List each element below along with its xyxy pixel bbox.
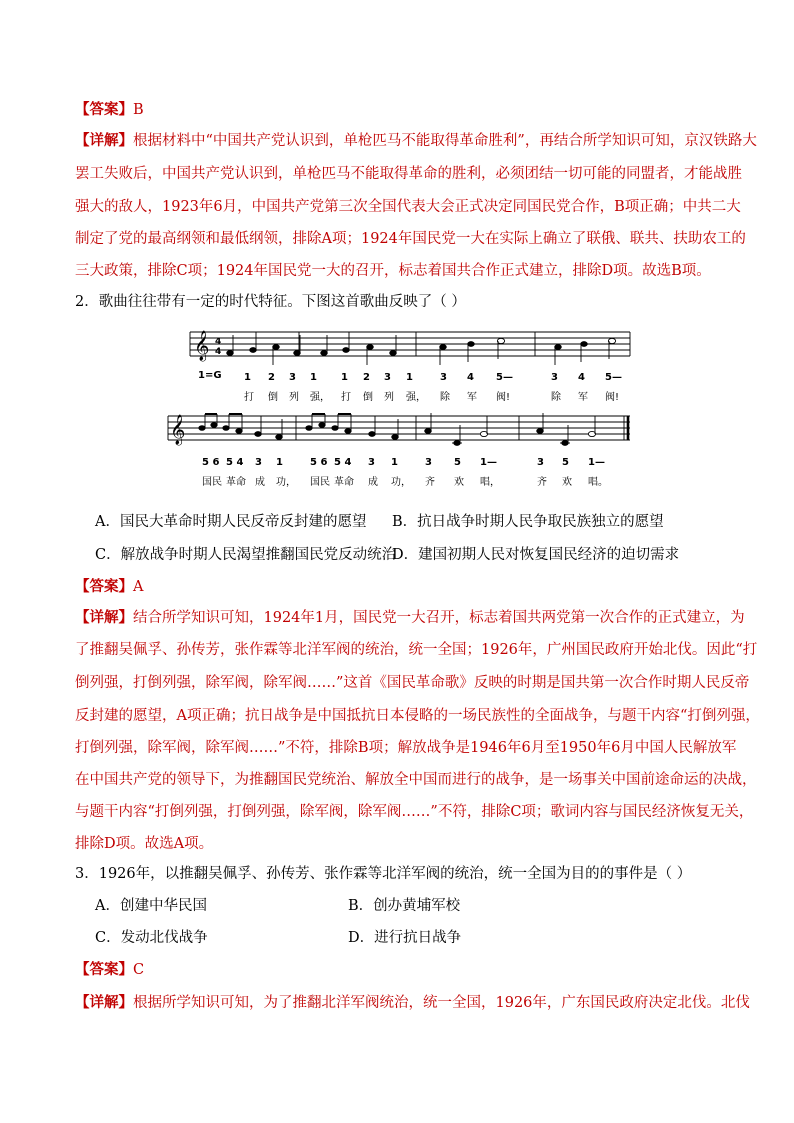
lyric-char: 打 (244, 392, 254, 403)
notes-row-1 (227, 332, 616, 365)
lyric-char: 欢 (562, 477, 572, 488)
lyric-char: 齐 (425, 477, 435, 488)
lyric-char: 军 (467, 392, 477, 403)
lyric-char: 功， (391, 477, 411, 488)
q1-detail-line: 制定了党的最高纲领和最低纲领，排除A项；1924年国民党一大在实际上确立了联俄、联共、扶助农工的 (75, 231, 746, 247)
jianpu-note: 3 (440, 372, 447, 383)
jianpu-note: 3 (368, 457, 375, 468)
q2-detail-line: 在中国共产党的领导下，为推翻国民党统治、解放全中国而进行的战争，是一场事关中国前途命运的决战， (75, 772, 757, 788)
jianpu-note: 5 4 (334, 457, 352, 468)
lyric-char: 打 (341, 392, 351, 403)
answer-tag: 【答案】 (75, 101, 133, 118)
detail-text: 根据材料中“中国共产党认识到，单枪匹马不能取得革命胜利”，再结合所学知识可知，京汉铁路大 (133, 133, 757, 149)
answer-tag: 【答案】 (75, 578, 133, 595)
q3-option-a: A．创建中华民国 (95, 898, 207, 914)
lyric-char: 列 (289, 392, 299, 403)
lyric-char: 阀! (496, 392, 511, 403)
jianpu-note: 5— (605, 372, 622, 383)
jianpu-note: 1 (310, 372, 317, 383)
q2-stem: 2．歌曲往往带有一定的时代特征。下图这首歌曲反映了（ ） (75, 294, 466, 310)
lyric-char: 成 (255, 477, 265, 488)
lyrics-row-2 (202, 475, 608, 488)
lyric-char: 强， (310, 392, 330, 403)
lyric-char: 革命 (226, 477, 246, 488)
lyric-char: 列 (384, 392, 394, 403)
q2-answer-line (75, 577, 725, 597)
lyric-char: 强， (406, 392, 426, 403)
jianpu-note: 3 (384, 372, 391, 383)
q2-detail-line: 倒列强，打倒列强，除军阀，除军阀……”这首《国民革命歌》反映的时期是国共第一次合作时期人民反帝 (75, 675, 750, 691)
detail-tag: 【详解】 (75, 132, 133, 149)
jianpu-note: 1— (480, 457, 497, 468)
detail-tag: 【详解】 (75, 609, 133, 626)
lyric-char: 齐 (537, 477, 547, 488)
q2-option-d: D．建国初期人民对恢复国民经济的迫切需求 (392, 547, 680, 563)
jianpu-note: 3 (255, 457, 262, 468)
q1-detail-line (75, 131, 757, 151)
lyric-char: 唱。 (588, 477, 608, 488)
jianpu-note: 3 (551, 372, 558, 383)
q3-option-b: B．创办黄埔军校 (348, 898, 461, 914)
treble-clef-icon: 𝄞 (194, 331, 210, 361)
jianpu-note: 5 4 (226, 457, 244, 468)
key-signature: 1=G (198, 370, 222, 381)
jianpu-note: 3 (537, 457, 544, 468)
lyric-char: 除 (440, 392, 450, 403)
q2-detail-line: 反封建的愿望，A项正确；抗日战争是中国抵抗日本侵略的一场民族性的全面战争，与题干内容“打倒列强， (75, 708, 760, 724)
q1-detail-line: 三大政策，排除C项；1924年国民党一大的召开，标志着国共合作正式建立，排除D项。故选B项。 (75, 263, 711, 279)
jianpu-note: 1 (244, 372, 251, 383)
jianpu-row-2 (202, 457, 605, 468)
jianpu-note: 5 (562, 457, 569, 468)
answer-value: C (133, 962, 145, 978)
time-signature: 4 (215, 347, 222, 357)
q2-detail-line (75, 608, 745, 628)
q2-detail-line: 排除D项。故选A项。 (75, 836, 214, 852)
q2-detail-line: 与题干内容“打倒列强，打倒列强，除军阀，除军阀……”不符，排除C项；歌词内容与国民经济恢复无关， (75, 804, 754, 820)
lyric-char: 唱， (480, 477, 500, 488)
q3-option-c: C．发动北伐战争 (95, 930, 208, 946)
q2-option-a: A．国民大革命时期人民反帝反封建的愿望 (95, 514, 367, 530)
jianpu-note: 2 (268, 372, 275, 383)
lyrics-row-1 (244, 390, 619, 403)
q1-detail-line: 罢工失败后，中国共产党认识到，单枪匹马不能取得革命的胜利，必须团结一切可能的同盟者，才能战胜 (75, 166, 742, 182)
q2-option-b: B．抗日战争时期人民争取民族独立的愿望 (392, 514, 664, 530)
lyric-char: 除 (551, 392, 561, 403)
treble-clef-icon: 𝄞 (170, 415, 186, 445)
q3-answer-line (75, 960, 725, 980)
answer-value: B (133, 102, 144, 118)
lyric-char: 功， (276, 477, 296, 488)
answer-tag: 【答案】 (75, 961, 133, 978)
music-score (160, 322, 635, 497)
lyric-char: 倒 (363, 392, 373, 403)
jianpu-note: 1 (341, 372, 348, 383)
jianpu-note: 3 (289, 372, 296, 383)
q3-detail-line (75, 993, 750, 1013)
jianpu-note: 5 6 (202, 457, 220, 468)
q2-detail-line: 打倒列强，除军阀，除军阀……”不符，排除B项；解放战争是1946年6月至1950年6月中国人民解放军 (75, 740, 737, 756)
q2-option-c: C．解放战争时期人民渴望推翻国民党反动统治 (95, 547, 397, 563)
jianpu-row-1 (244, 372, 622, 383)
lyric-char: 倒 (268, 392, 278, 403)
detail-tag: 【详解】 (75, 994, 133, 1011)
lyric-char: 成 (368, 477, 378, 488)
jianpu-note: 1— (588, 457, 605, 468)
staff-row-2 (168, 416, 630, 440)
jianpu-note: 4 (467, 372, 474, 383)
notes-row-2 (199, 413, 596, 445)
jianpu-note: 3 (425, 457, 432, 468)
jianpu-note: 4 (578, 372, 585, 383)
jianpu-note: 1 (406, 372, 413, 383)
q3-option-d: D．进行抗日战争 (348, 930, 462, 946)
lyric-char: 国民 (202, 477, 222, 488)
detail-text: 结合所学知识可知，1924年1月，国民党一大召开，标志着国共两党第一次合作的正式建立，为 (133, 610, 745, 626)
jianpu-note: 5 6 (310, 457, 328, 468)
jianpu-note: 1 (276, 457, 283, 468)
jianpu-note: 2 (363, 372, 370, 383)
q1-answer-line (75, 100, 725, 120)
lyric-char: 军 (578, 392, 588, 403)
lyric-char: 欢 (454, 477, 464, 488)
jianpu-note: 5 (454, 457, 461, 468)
detail-text: 根据所学知识可知，为了推翻北洋军阀统治，统一全国，1926年，广东国民政府决定北伐。北伐 (133, 995, 750, 1011)
music-score-image (160, 322, 635, 497)
jianpu-note: 1 (391, 457, 398, 468)
answer-value: A (133, 579, 144, 595)
lyric-char: 国民 (310, 477, 330, 488)
q1-detail-line: 强大的敌人，1923年6月，中国共产党第三次全国代表大会正式决定同国民党合作，B项正确；中共二大 (75, 199, 741, 215)
lyric-char: 阀! (605, 392, 620, 403)
q2-detail-line: 了推翻吴佩孚、孙传芳，张作霖等北洋军阀的统治，统一全国；1926年，广州国民政府开始北伐。因此“打 (75, 642, 758, 658)
jianpu-note: 5— (496, 372, 513, 383)
time-signature: 4 (215, 337, 222, 347)
q3-stem: 3．1926年，以推翻吴佩孚、孙传芳、张作霖等北洋军阀的统治，统一全国为目的的事件是（ ） (75, 866, 692, 882)
lyric-char: 革命 (334, 477, 354, 488)
